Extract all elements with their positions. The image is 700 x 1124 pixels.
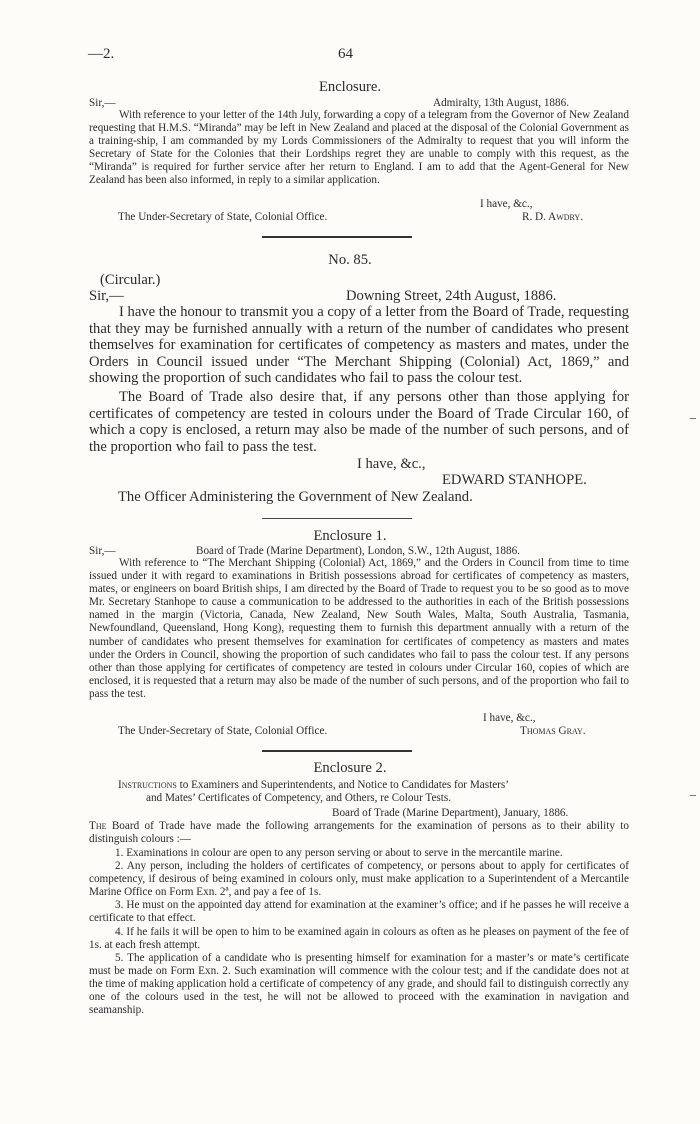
section-divider xyxy=(262,518,412,519)
signature: R. D. Awdry. xyxy=(522,211,583,223)
instructions-title-rest: to Examiners and Superintendents, and Notice to Candidates for Masters’ xyxy=(176,779,509,791)
addressee: The Officer Administering the Government of New Zealand. xyxy=(118,489,473,505)
enclosure-1-heading: Enclosure 1. xyxy=(313,528,387,544)
signature: EDWARD STANHOPE. xyxy=(442,472,587,488)
margin-mark xyxy=(690,795,696,796)
intro-rest: Board of Trade have made the following arrangements for the examination of persons as to their ability to distinguish colours :— xyxy=(89,820,629,846)
instructions-list xyxy=(89,847,629,1017)
addressee: The Under-Secretary of State, Colonial Office. xyxy=(118,211,328,223)
place-date: Board of Trade (Marine Department), January, 1886. xyxy=(332,807,569,819)
list-item: 2. Any person, including the holders of certificates of competency, or persons about to apply for certificates of competency, if desirous of being examined in colours only, must make application to a Superintendent of a Mercantile Marine Office on Form Exn. 2ª, and pay a fee of 1s. xyxy=(89,860,629,899)
instructions-lead: Instructions xyxy=(118,779,177,791)
dispatch-paragraph-2: The Board of Trade also desire that, if any persons other than those applying for certificates of competency are tested in colours under the Board of Trade Circular 160, of which a copy is enclosed, a return may also be made of the number of such persons, and of the proportion who fail to pass the test. xyxy=(89,389,629,455)
section-divider xyxy=(262,750,412,752)
salutation: Sir,— xyxy=(89,545,116,557)
instructions-title-line-2: and Mates’ Certificates of Competency, and Others, re Colour Tests. xyxy=(146,792,452,804)
closing: I have, &c., xyxy=(480,198,533,210)
dispatch-number: No. 85. xyxy=(328,252,372,268)
addressee: The Under-Secretary of State, Colonial Office. xyxy=(118,725,328,737)
circular-label: (Circular.) xyxy=(100,272,161,288)
page-reference: —2. xyxy=(88,46,115,62)
enclosure-heading: Enclosure. xyxy=(318,79,381,95)
salutation: Sir,— xyxy=(89,288,124,304)
salutation: Sir,— xyxy=(89,97,116,109)
list-item: 1. Examinations in colour are open to any person serving or about to serve in the mercantile marine. xyxy=(115,847,563,859)
list-item: 5. The application of a candidate who is presenting himself for examination for a master’s or mate’s certificate must be made on Form Exn. 2. Such examination will commence with the colour test; and if the candidate does not at the time of making application hold a certificate of competency of any grade, and should fail to distinguish correctly any one of the colours used in the test, he will not be allowed to proceed with the examination in navigation and seamanship. xyxy=(89,951,629,1017)
instructions-intro xyxy=(89,820,629,846)
instructions-title-line-1 xyxy=(118,779,509,792)
page-number: 64 xyxy=(338,46,353,62)
enclosure-2-heading: Enclosure 2. xyxy=(313,760,387,776)
closing: I have, &c., xyxy=(357,456,426,472)
letter-body: With reference to “The Merchant Shipping (Colonial) Act, 1869,” and the Orders in Council from time to time issued under it with regard to examinations in British possessions abroad for certificates of competency as masters, mates, or engineers on board British ships, I am directed by the Board of Trade to request you to be so good as to move Mr. Secretary Stanhope to cause a communication to be addressed to the authorities in each of the British possessions named in the margin (Victoria, Canada, New Zealand, New South Wales, Malta, South Australia, Tasmania, Newfoundland, Queensland, Hong Kong), requesting them to furnish this department annually with a return of the number of candidates who present themselves for examination for certificates of competency as masters and mates under the Orders in Council, showing the proportion of such candidates who fail to pass the colour test. If any persons other than those applying for certificates of competency are tested in colours under Circular 160, copies of which are enclosed, it is requested that a return may also be made of the number of such persons, and of the proportion who fail to pass the test. xyxy=(89,557,629,700)
place-date: Board of Trade (Marine Department), London, S.W., 12th August, 1886. xyxy=(196,545,520,557)
intro-lead: The xyxy=(89,820,107,832)
dispatch-paragraph-1: I have the honour to transmit you a copy of a letter from the Board of Trade, requesting that they may be furnished annually with a return of the number of candidates who present themselves for examination for certificates of competency as masters and mates, under the Orders in Council issued under “The Merchant Shipping (Colonial) Act, 1869,” and showing the proportion of such candidates who fail to pass the colour test. xyxy=(89,304,629,387)
list-item: 4. If he fails it will be open to him to be examined again in colours as often as he pleases on payment of the fee of 1s. at each fresh attempt. xyxy=(89,925,629,951)
list-item: 3. He must on the appointed day attend for examination at the examiner’s office; and if he passes he will receive a certificate to that effect. xyxy=(89,899,629,925)
place-date: Admiralty, 13th August, 1886. xyxy=(433,97,570,109)
signature: Thomas Gray. xyxy=(520,725,586,737)
section-divider xyxy=(262,236,412,238)
place-date: Downing Street, 24th August, 1886. xyxy=(346,288,557,304)
margin-mark xyxy=(690,418,696,419)
letter-body: With reference to your letter of the 14th July, forwarding a copy of a telegram from the Governor of New Zealand requesting that H.M.S. “Miranda” may be left in New Zealand and placed at the disposal of the Colonial Government as a training-ship, I am commanded by my Lords Commissioners of the Admiralty to request that you will inform the Secretary of State for the Colonies that their Lordships regret they are unable to comply with this request, as the “Miranda” is required for further service after her return to England. I am to add that the Agent-General for New Zealand has been also informed, in reply to a similar application. xyxy=(89,109,629,187)
closing: I have, &c., xyxy=(483,712,536,724)
